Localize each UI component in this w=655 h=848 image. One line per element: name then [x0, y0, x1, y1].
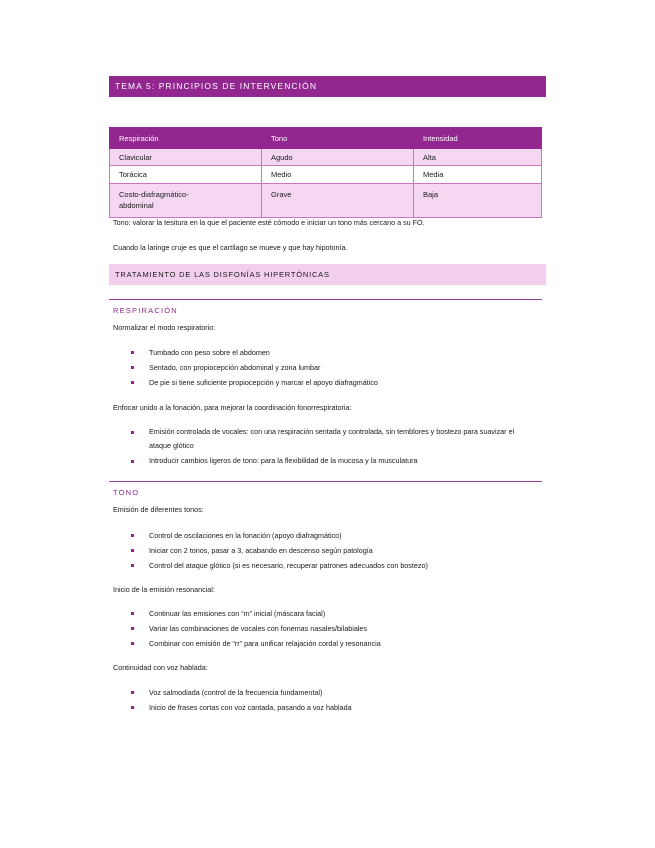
bullet-icon	[131, 627, 134, 630]
list-item-text: Tumbado con peso sobre el abdomen	[149, 348, 270, 357]
list-item-text: Continuar las emisiones con “m” inicial (máscara facial)	[149, 609, 326, 618]
list-item-text: Control de oscilaciones en la fonación (apoyo diafragmático)	[149, 531, 342, 540]
table-cell: Agudo	[262, 149, 414, 166]
bullet-icon	[131, 549, 134, 552]
bullet-icon	[131, 534, 134, 537]
list-item	[129, 700, 529, 715]
list-item	[129, 360, 529, 375]
bullet-icon	[131, 691, 134, 694]
bullet-icon	[131, 642, 134, 645]
list-item-text: Introducir cambios ligeros de tono: para la flexibilidad de la mucosa y la musculatura	[149, 456, 418, 465]
note-tono: Tono: valorar la tesitura en la que el paciente esté cómodo e iniciar un tono más cercano a su FO.	[113, 218, 425, 227]
paragraph: Enfocar unido a la fonación, para mejorar la coordinación fonorrespiratoria:	[113, 403, 352, 412]
section-band-title: TRATAMIENTO DE LAS DISFONÍAS HIPERTÓNICAS	[109, 264, 546, 285]
list-item	[129, 685, 529, 700]
list-item	[129, 528, 529, 543]
bullet-icon	[131, 612, 134, 615]
table-row	[110, 166, 542, 184]
table-cell: Grave	[262, 184, 414, 218]
section-title-respiracion: RESPIRACIÓN	[109, 299, 542, 315]
list-item-text: Iniciar con 2 tonos, pasar a 3, acabando en descenso según patología	[149, 546, 373, 555]
table-cell: Torácica	[110, 166, 262, 184]
list-item-text: De pie si tiene suficiente propiocepción y marcar el apoyo diafragmático	[149, 378, 378, 387]
bullet-list	[129, 345, 529, 390]
bullet-list	[129, 685, 529, 715]
paragraph: Inicio de la emisión resonancial:	[113, 585, 215, 594]
table-cell: Medio	[262, 166, 414, 184]
list-item-text: Sentado, con propiocepción abdominal y zona lumbar	[149, 363, 321, 372]
bullet-icon	[131, 706, 134, 709]
table-cell	[110, 184, 262, 218]
table-header-cell: Respiración	[110, 128, 262, 149]
list-item	[129, 375, 529, 390]
bullet-list	[129, 425, 529, 470]
breathing-tone-table	[109, 127, 542, 218]
list-item	[129, 454, 529, 468]
list-item	[129, 425, 529, 452]
list-item	[129, 621, 529, 636]
list-item-text: Voz salmodiada (control de la frecuencia fundamental)	[149, 688, 323, 697]
table-header-cell: Intensidad	[414, 128, 542, 149]
chapter-header: TEMA 5: PRINCIPIOS DE INTERVENCIÓN	[109, 76, 546, 97]
note-laringe: Cuando la laringe cruje es que el cartílago se mueve y que hay hipotonía.	[113, 243, 348, 252]
list-item	[129, 606, 529, 621]
table-cell: Media	[414, 166, 542, 184]
list-item	[129, 345, 529, 360]
table-row	[110, 149, 542, 166]
table-cell: Alta	[414, 149, 542, 166]
table-header-cell: Tono	[262, 128, 414, 149]
paragraph: Normalizar el modo respiratorio:	[113, 323, 216, 332]
list-item	[129, 543, 529, 558]
bullet-list	[129, 528, 529, 573]
list-item-text: Combinar con emisión de “rr” para unificar relajación cordal y resonancia	[149, 639, 381, 648]
paragraph: Continuidad con voz hablada:	[113, 663, 208, 672]
bullet-icon	[131, 351, 134, 354]
list-item	[129, 636, 529, 651]
table-cell: Clavicular	[110, 149, 262, 166]
bullet-list	[129, 606, 529, 651]
list-item	[129, 558, 529, 573]
bullet-icon	[131, 431, 134, 434]
bullet-icon	[131, 381, 134, 384]
bullet-icon	[131, 460, 134, 463]
list-item-text: Inicio de frases cortas con voz cantada, pasando a voz hablada	[149, 703, 352, 712]
table-cell-text: Costo-diafragmático-abdominal	[119, 190, 189, 210]
table-row	[110, 184, 542, 218]
bullet-icon	[131, 366, 134, 369]
table-cell: Baja	[414, 184, 542, 218]
list-item-text: Control del ataque glótico (si es necesario, recuperar patrones adecuados con bostezo)	[149, 561, 428, 570]
list-item-text: Variar las combinaciones de vocales con fonemas nasales/bilabiales	[149, 624, 368, 633]
section-title-tono: TONO	[109, 481, 542, 497]
table-header-row	[110, 128, 542, 149]
paragraph: Emisión de diferentes tonos:	[113, 505, 204, 514]
bullet-icon	[131, 564, 134, 567]
list-item-text: Emisión controlada de vocales: con una respiración sentada y controlada, sin temblores y bostezo para suavizar el ataque glótico	[149, 427, 515, 450]
